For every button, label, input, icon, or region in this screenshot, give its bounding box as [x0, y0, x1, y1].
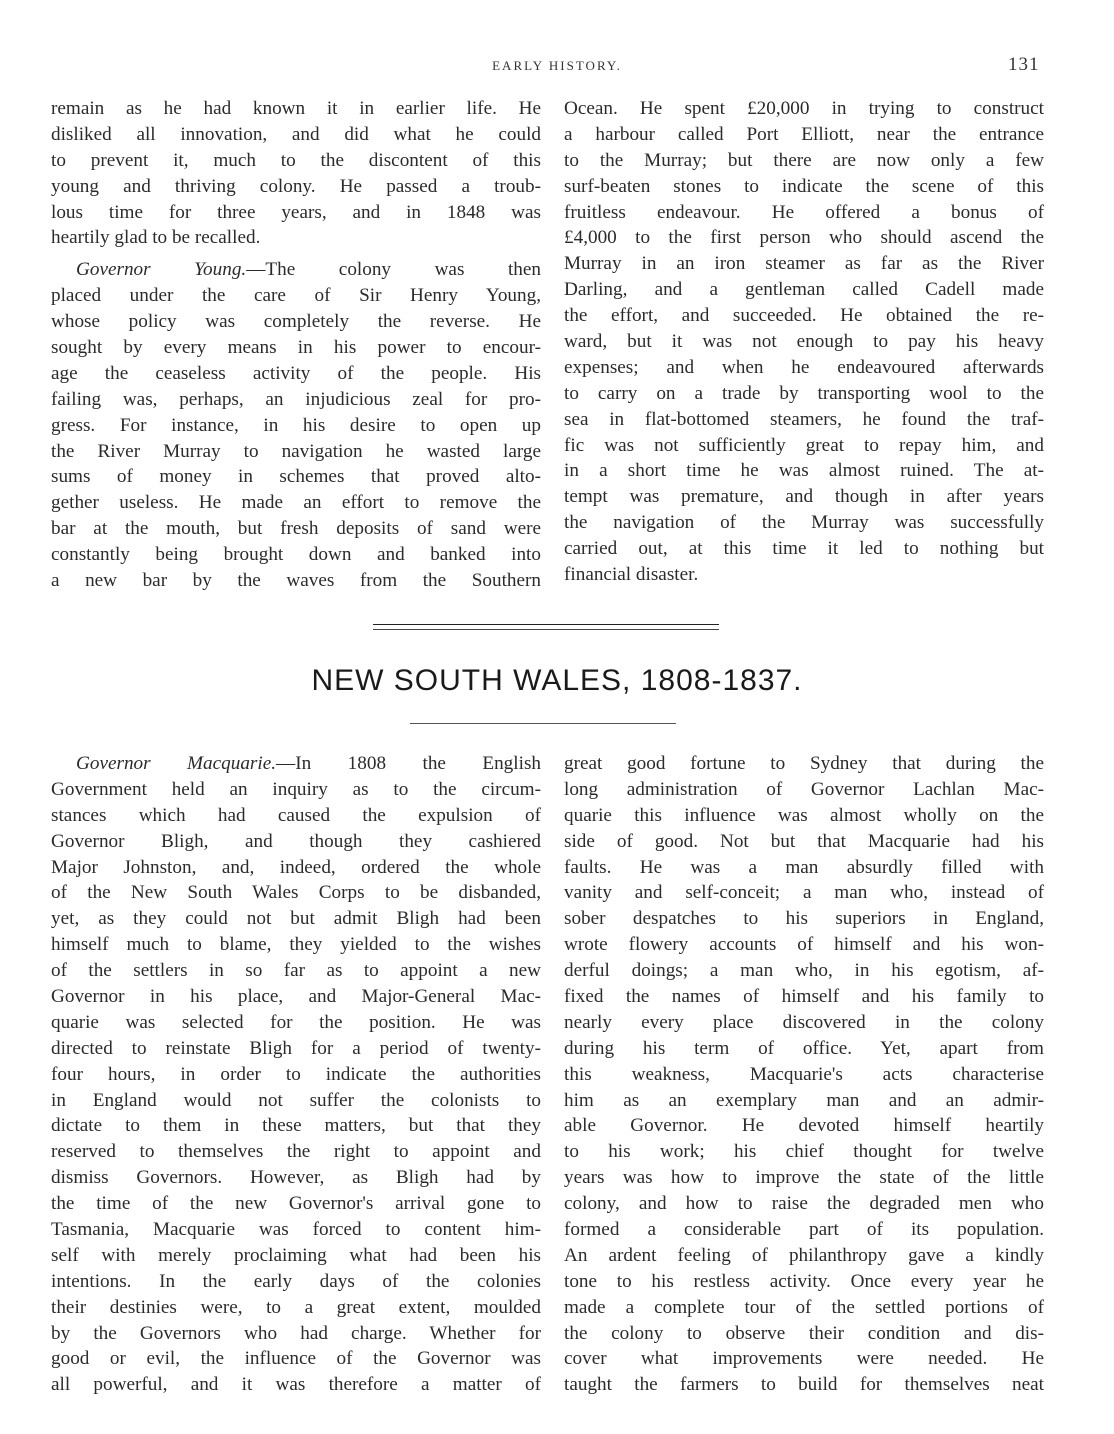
text-line: financial disaster. — [564, 564, 699, 586]
paragraph-first-line — [51, 751, 541, 777]
text-line: taught the farmers to build for themselves neat — [564, 1374, 1044, 1396]
text-line: vanity and self-conceit; a man who, instead of — [564, 882, 1044, 904]
text-line: years was how to improve the state of the little — [564, 1167, 1044, 1189]
text-line: self with merely proclaiming what had been his — [51, 1244, 541, 1266]
text-line: made a complete tour of the settled portions of — [564, 1296, 1044, 1318]
text-line: during his term of office. Yet, apart from — [564, 1037, 1044, 1059]
text-line: by the Governors who had charge. Whether for — [51, 1322, 541, 1344]
text-line: cover what improvements were needed. He — [564, 1348, 1044, 1370]
text-line: Murray in an iron steamer as far as the River — [564, 253, 1044, 275]
text-line: sums of money in schemes that proved alto- — [51, 466, 541, 488]
text-line: sea in flat-bottomed steamers, he found the traf- — [564, 408, 1044, 430]
text-line: fic was not sufficiently great to repay him, and — [564, 434, 1044, 456]
text-line: him as an exemplary man and an admir- — [564, 1089, 1044, 1111]
text-line: of the settlers in so far as to appoint a new — [51, 960, 541, 982]
text-line: tempt was premature, and though in after years — [564, 486, 1044, 508]
text-line: directed to reinstate Bligh for a period of twenty- — [51, 1037, 541, 1059]
top-right-column — [564, 96, 1044, 588]
text-line: ward, but it was not enough to pay his heavy — [564, 331, 1044, 353]
section-title: NEW SOUTH WALES, 1808-1837. — [311, 664, 803, 697]
paragraph-first-line — [51, 257, 541, 283]
text-line: the time of the new Governor's arrival gone to — [51, 1193, 541, 1215]
text-line: failing was, perhaps, an injudicious zeal for pro- — [51, 388, 541, 410]
text-line: their destinies were, to a great extent, moulded — [51, 1296, 541, 1318]
text-line: surf-beaten stones to indicate the scene of this — [564, 175, 1044, 197]
text-line: fruitless endeavour. He offered a bonus of — [564, 201, 1044, 223]
text-line: formed a considerable part of its population. — [564, 1219, 1044, 1241]
text-line: young and thriving colony. He passed a troub- — [51, 175, 541, 197]
text-line: the navigation of the Murray was successfully — [564, 512, 1044, 534]
text-line: faults. He was a man absurdly filled with — [564, 856, 1044, 878]
text-line: sought by every means in his power to encour- — [51, 337, 541, 359]
text-line: lous time for three years, and in 1848 was — [51, 201, 541, 223]
text-line: tone to his restless activity. Once every year he — [564, 1270, 1044, 1292]
text-line: Ocean. He spent £20,000 in trying to construct — [564, 98, 1044, 119]
text-line: Governor Bligh, and though they cashiered — [51, 830, 541, 852]
text-line: Major Johnston, and, indeed, ordered the whole — [51, 856, 541, 878]
text-line: able Governor. He devoted himself heartily — [564, 1115, 1044, 1137]
text-line: gether useless. He made an effort to remove the — [51, 492, 541, 514]
text-line: the colony to observe their condition and dis- — [564, 1322, 1044, 1344]
text-line: all powerful, and it was therefore a matter of — [51, 1374, 541, 1396]
text-line: reserved to themselves the right to appoint and — [51, 1141, 541, 1163]
text-line: expenses; and when he endeavoured afterwards — [564, 356, 1044, 378]
text-line: remain as he had known it in earlier life. He — [51, 98, 541, 119]
double-rule-divider — [373, 624, 719, 630]
text-line: dismiss Governors. However, as Bligh had by — [51, 1167, 541, 1189]
text-line: placed under the care of Sir Henry Young, — [51, 285, 541, 307]
text-line: £4,000 to the first person who should ascend the — [564, 227, 1044, 249]
text-line: in England would not suffer the colonists to — [51, 1089, 541, 1111]
text-line: to carry on a trade by transporting wool to the — [564, 382, 1044, 404]
text-line: bar at the mouth, but fresh deposits of sand were — [51, 518, 541, 540]
text-line: derful doings; a man who, in his egotism, af- — [564, 960, 1044, 982]
bottom-left-column — [51, 751, 541, 1398]
text-line: a new bar by the waves from the Southern — [51, 570, 541, 592]
text-line: dictate to them in these matters, but that they — [51, 1115, 541, 1137]
text-line: Governor in his place, and Major-General Mac- — [51, 986, 541, 1008]
text-line: gress. For instance, in his desire to open up — [51, 414, 541, 436]
text-line: yet, as they could not but admit Bligh had been — [51, 908, 541, 930]
text-line: to the Murray; but there are now only a few — [564, 149, 1044, 171]
paragraph-heading-governor-macquarie: Governor Macquarie. — [76, 753, 277, 774]
running-head-title: EARLY HISTORY. — [492, 58, 622, 73]
text-line: good or evil, the influence of the Governor was — [51, 1348, 541, 1370]
text-line: sober despatches to his superiors in England, — [564, 908, 1044, 930]
text-line: constantly being brought down and banked into — [51, 544, 541, 566]
text-line: intentions. In the early days of the colonies — [51, 1270, 541, 1292]
text-line: in a short time he was almost ruined. The at- — [564, 460, 1044, 482]
top-left-column — [51, 96, 541, 594]
paragraph-heading-governor-young: Governor Young. — [76, 259, 247, 281]
text-line: this weakness, Macquarie's acts characterise — [564, 1063, 1044, 1085]
text-line: age the ceaseless activity of the people. His — [51, 362, 541, 384]
text-line: heartily glad to be recalled. — [51, 227, 261, 249]
text-line: Government held an inquiry as to the circum- — [51, 778, 541, 800]
text-line: four hours, in order to indicate the authorities — [51, 1063, 541, 1085]
text-line: long administration of Governor Lachlan Mac- — [564, 778, 1044, 800]
text-line: stances which had caused the expulsion of — [51, 804, 541, 826]
text-line: of the New South Wales Corps to be disbanded, — [51, 882, 541, 904]
text-line: side of good. Not but that Macquarie had his — [564, 830, 1044, 852]
text-line: whose policy was completely the reverse. He — [51, 311, 541, 333]
text-span: —In 1808 the English — [276, 753, 542, 774]
text-line: Tasmania, Macquarie was forced to content him- — [51, 1219, 541, 1241]
text-line: to prevent it, much to the discontent of this — [51, 149, 541, 171]
text-line: to his work; his chief thought for twelve — [564, 1141, 1044, 1163]
text-line: the River Murray to navigation he wasted large — [51, 440, 541, 462]
text-line: An ardent feeling of philanthropy gave a kindly — [564, 1244, 1044, 1266]
text-line: colony, and how to raise the degraded men who — [564, 1193, 1044, 1215]
text-line: disliked all innovation, and did what he could — [51, 123, 541, 145]
text-span: —The colony was then — [246, 259, 541, 281]
text-line: nearly every place discovered in the colony — [564, 1011, 1044, 1033]
text-line: quarie this influence was almost wholly on the — [564, 804, 1044, 826]
text-line: himself much to blame, they yielded to the wishes — [51, 934, 541, 956]
page-number: 131 — [1008, 54, 1040, 75]
bottom-right-column — [564, 751, 1044, 1398]
text-line: quarie was selected for the position. He was — [51, 1011, 541, 1033]
text-line: carried out, at this time it led to nothing but — [564, 538, 1044, 560]
text-line: a harbour called Port Elliott, near the entrance — [564, 123, 1044, 145]
text-line: Darling, and a gentleman called Cadell made — [564, 279, 1044, 301]
single-rule-divider — [410, 723, 676, 724]
text-line: fixed the names of himself and his family to — [564, 986, 1044, 1008]
text-line: the effort, and succeeded. He obtained the re- — [564, 305, 1044, 327]
text-line: great good fortune to Sydney that during the — [564, 753, 1044, 774]
text-line: wrote flowery accounts of himself and his won- — [564, 934, 1044, 956]
